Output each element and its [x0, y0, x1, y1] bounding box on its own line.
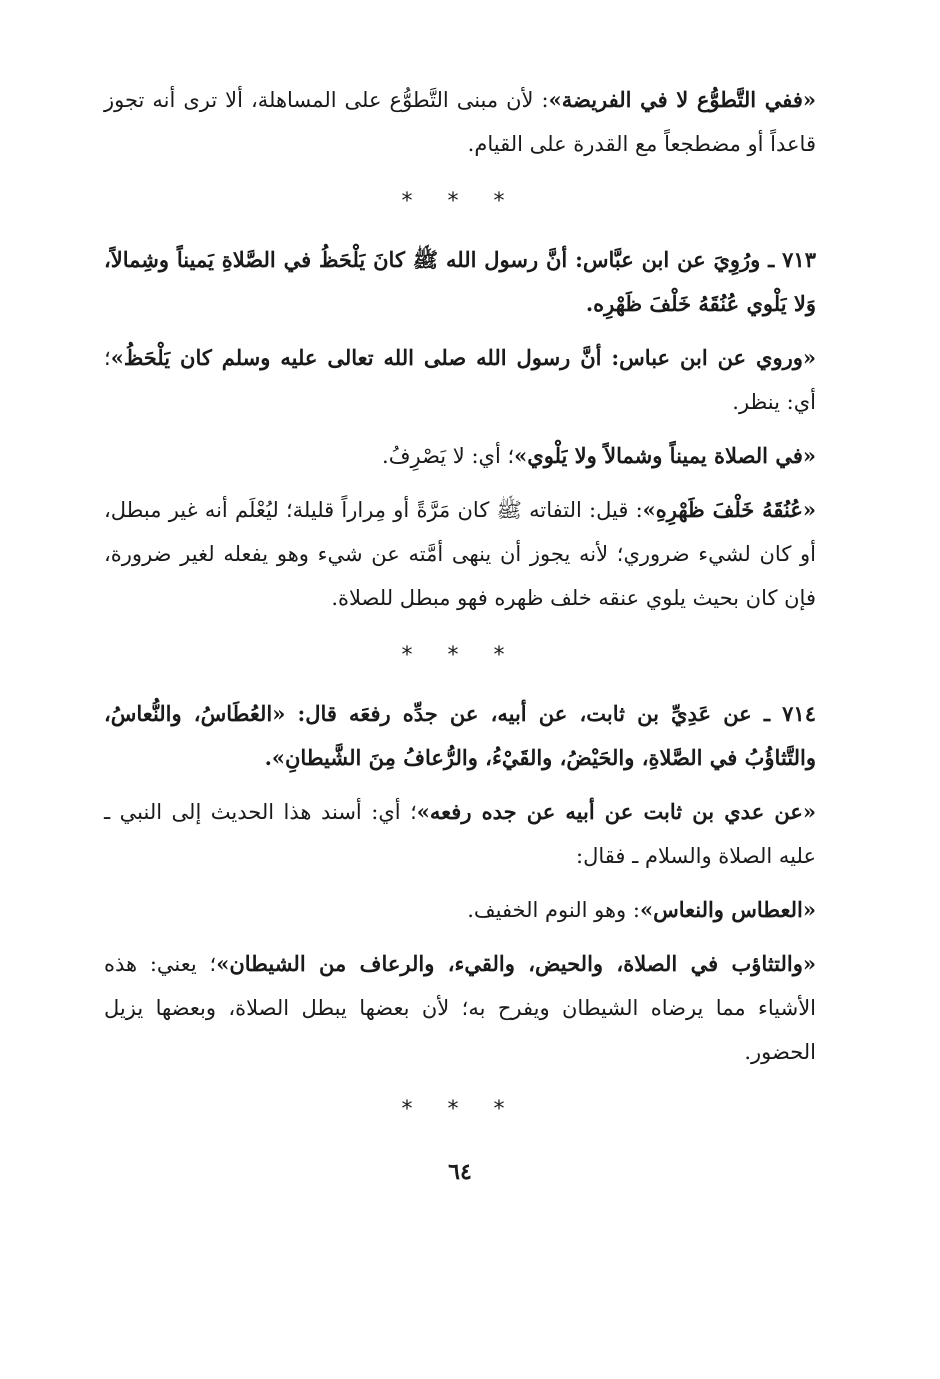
commentary-text: ؛ أي: ينظر.	[104, 346, 816, 414]
commentary-text: : لأن مبنى التَّطوُّع على المساهلة، ألا ترى أنه تجوز قاعداً أو مضطجعاً مع القدرة على القيام.	[104, 88, 816, 156]
commentary-paragraph-4	[104, 488, 816, 620]
page-number: ٦٤	[448, 1159, 472, 1185]
commentary-text: ؛ يعني: هذه الأشياء مما يرضاه الشيطان ويفرح به؛ لأن بعضها يبطل الصلاة، وبعضها يزيل الحضور.	[104, 952, 816, 1064]
hadith-713: ٧١٣ ـ ورُوِيَ عن ابن عبَّاس: أنَّ رسول الله ﷺ كانَ يَلْحَظُ في الصَّلاةِ يَميناً وشِمالاً، وَلا يَلْوي عُنُقَهُ خَلْفَ ظَهْرِه.	[104, 247, 816, 316]
commentary-paragraph-7	[104, 942, 816, 1074]
commentary-paragraph-5	[104, 790, 816, 878]
commentary-paragraph-3	[104, 434, 816, 478]
commentary-paragraph-1	[104, 78, 816, 166]
commentary-paragraph-6	[104, 888, 816, 932]
quoted-text: «والتثاؤب في الصلاة، والحيض، والقيء، والرعاف من الشيطان»	[216, 951, 816, 976]
commentary-paragraph-2	[104, 336, 816, 424]
commentary-text: : وهو النوم الخفيف.	[467, 898, 640, 922]
commentary-text: : قيل: التفاته ﷺ كان مَرَّةً أو مِراراً قليلة؛ ليُعْلَم أنه غير مبطل، أو كان لشيء ضروري؛ لأنه يجوز أن ينهى أمَّته عن شيء وهو يفعله لغير ضرورة، فإن كان بحيث يلوي عنقه خلف ظهره فهو مبطل للصلاة.	[104, 498, 816, 610]
quoted-text: «في الصلاة يميناً وشمالاً ولا يَلْوي»	[514, 443, 816, 468]
commentary-text: ؛ أي: لا يَصْرِفُ.	[382, 444, 515, 468]
quoted-text: «عن عدي بن ثابت عن أبيه عن جده رفعه»	[416, 799, 816, 824]
section-separator: * * *	[401, 643, 519, 668]
hadith-714: ٧١٤ ـ عن عَدِيِّ بن ثابت، عن أبيه، عن جدِّه رفعَه قال: «العُطَاسُ، والنُّعاسُ، والتَّثاؤُبُ في الصَّلاةِ، والحَيْضُ، والقَيْءُ، والرُّعافُ مِنَ الشَّيطانِ».	[104, 701, 816, 770]
section-separator: * * *	[401, 189, 519, 214]
section-separator: * * *	[401, 1097, 519, 1122]
quoted-text: «عُنُقَهُ خَلْفَ ظَهْرِهِ»	[642, 497, 817, 522]
commentary-text: ؛ أي: أسند هذا الحديث إلى النبي ـ عليه الصلاة والسلام ـ فقال:	[104, 800, 816, 868]
quoted-text: «ففي التَّطوُّع لا في الفريضة»	[548, 87, 816, 112]
quoted-text: «العطاس والنعاس»	[639, 897, 816, 922]
quoted-text: «وروي عن ابن عباس: أنَّ رسول الله صلى الله تعالى عليه وسلم كان يَلْحَظُ»	[110, 345, 816, 370]
page-body	[104, 78, 816, 1194]
